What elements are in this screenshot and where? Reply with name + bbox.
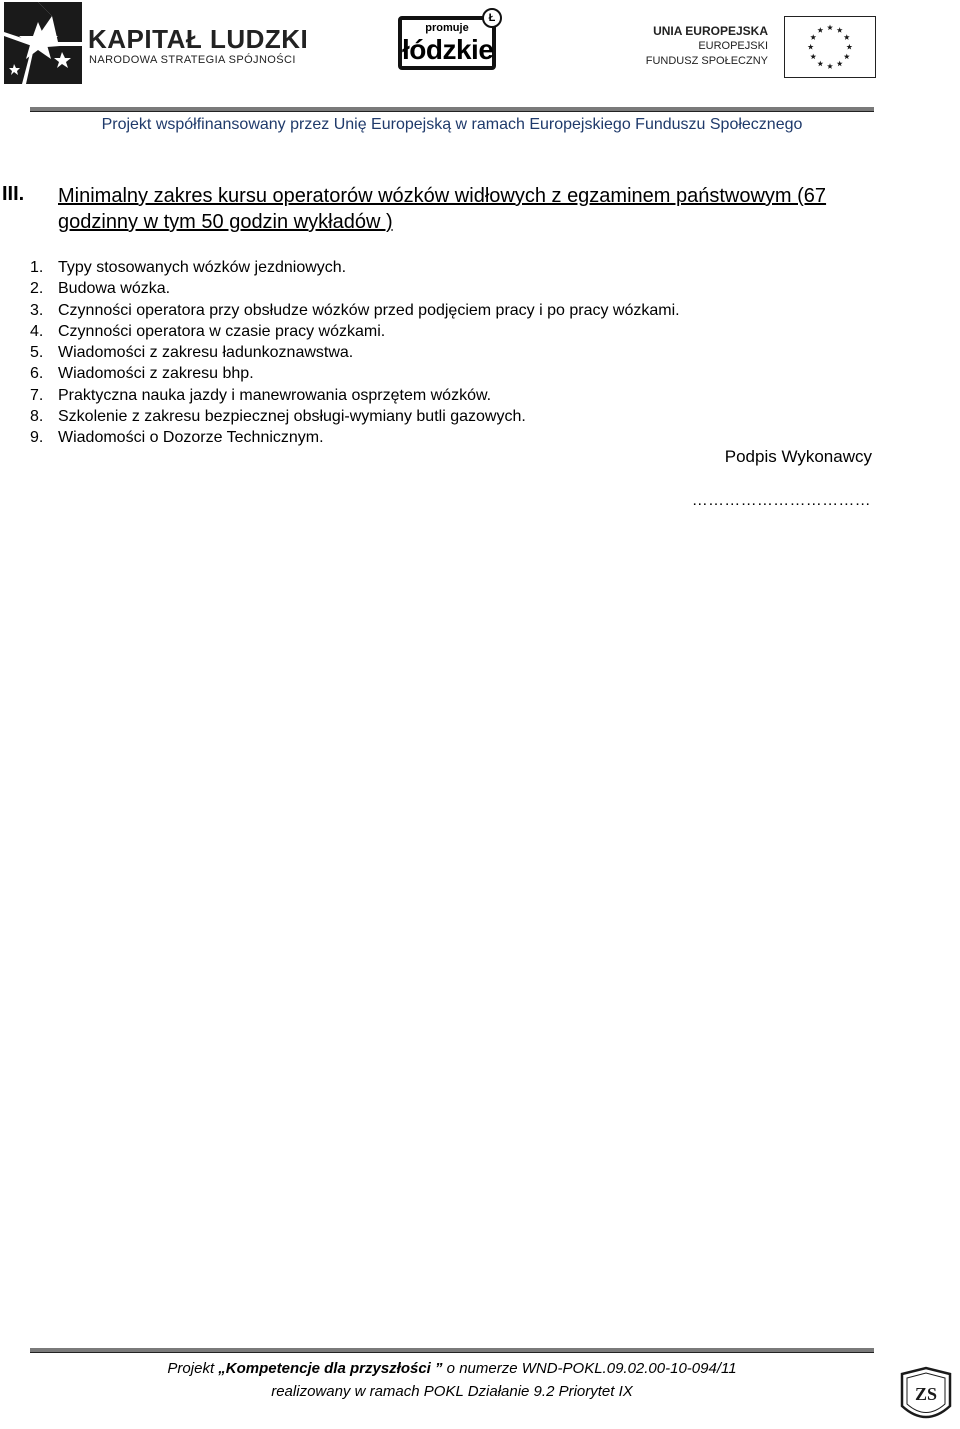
eu-star-icon [827, 25, 833, 31]
list-item [30, 385, 680, 406]
promuje-lodzkie-logo [394, 8, 506, 74]
item-text: Czynności operatora przy obsłudze wózków przed podjęciem pracy i po pracy wózkami. [58, 301, 680, 319]
eu-star-icon [810, 34, 816, 40]
item-number: 5. [30, 344, 44, 362]
item-text: Czynności operatora w czasie pracy wózkami. [58, 322, 386, 340]
eu-star-icon [827, 63, 833, 69]
eu-star-icon [817, 61, 823, 67]
eu-star-icon [837, 27, 843, 33]
section-title: Minimalny zakres kursu operatorów wózków widłowych z egzaminem państwowym (67 godzinny w tym 50 godzin wykładów ) [58, 185, 827, 233]
list-item [30, 363, 680, 384]
item-text: Wiadomości z zakresu ładunkoznawstwa. [58, 344, 354, 362]
ue-line-2: EUROPEJSKI [698, 40, 768, 52]
item-text: Wiadomości z zakresu bhp. [58, 365, 254, 383]
footer-project-line [0, 1360, 904, 1377]
footer-divider [30, 1348, 874, 1353]
list-item [30, 278, 680, 299]
list-item [30, 406, 680, 427]
list-item [30, 342, 680, 363]
kapital-ludzki-logo [4, 2, 309, 84]
item-number: 2. [30, 280, 44, 298]
item-number: 1. [30, 259, 44, 276]
item-number: 4. [30, 322, 44, 340]
eu-star-icon [846, 44, 852, 50]
eu-star-icon [844, 34, 850, 40]
lodzkie-frame [398, 16, 496, 70]
course-items-list [30, 257, 680, 449]
school-logo-icon [898, 1366, 954, 1426]
footer-prefix: Projekt [167, 1360, 219, 1377]
lodzkie-top-text: promuje [425, 22, 469, 34]
item-text: Wiadomości o Dozorze Technicznym. [58, 429, 324, 447]
eu-star-icon [808, 44, 814, 50]
lodzkie-badge: Ł [482, 8, 502, 28]
ue-line-1: UNIA EUROPEJSKA [653, 24, 768, 38]
list-item [30, 257, 680, 278]
eu-star-icon [817, 27, 823, 33]
footer-suffix: o numerze WND-POKL.09.02.00-10-094/11 [442, 1360, 737, 1377]
eu-star-icon [844, 54, 850, 60]
footer-project-name: „Kompetencje dla przyszłości ” [218, 1360, 443, 1377]
item-text: Budowa wózka. [58, 280, 171, 298]
item-text: Praktyczna nauka jazdy i manewrowania osprzętem wózków. [58, 386, 492, 404]
ue-text [646, 24, 768, 69]
item-number: 9. [30, 429, 44, 447]
signature-line: …………………………… [691, 492, 871, 509]
school-logo-text: ZS [914, 1384, 938, 1404]
kapital-ludzki-title: KAPITAŁ LUDZKI [88, 24, 309, 54]
signature-label: Podpis Wykonawcy [724, 447, 872, 466]
header-caption: Projekt współfinansowany przez Unię Europejską w ramach Europejskiego Funduszu Społecznego [101, 116, 803, 133]
kapital-ludzki-star-icon [4, 2, 82, 84]
item-number: 3. [30, 301, 44, 319]
footer-program-line: realizowany w ramach POKL Działanie 9.2 Priorytet IX [271, 1383, 633, 1400]
unia-europejska-logo [645, 14, 876, 80]
item-number: 6. [30, 365, 44, 383]
lodzkie-main-text: łódzkie [402, 34, 494, 65]
header-divider [30, 107, 874, 112]
list-item [30, 427, 680, 448]
eu-star-icon [837, 61, 843, 67]
ue-line-3: FUNDUSZ SPOŁECZNY [645, 55, 768, 67]
eu-star-icon [810, 54, 816, 60]
section-number: III. [2, 183, 25, 205]
list-item [30, 300, 680, 321]
item-text: Typy stosowanych wózków jezdniowych. [58, 259, 347, 276]
item-text: Szkolenie z zakresu bezpiecznej obsługi-wymiany butli gazowych. [58, 408, 526, 426]
item-number: 7. [30, 386, 44, 404]
item-number: 8. [30, 408, 44, 426]
list-item [30, 321, 680, 342]
kapital-ludzki-subtitle: NARODOWA STRATEGIA SPÓJNOŚCI [89, 54, 296, 66]
eu-flag-icon [784, 16, 876, 78]
